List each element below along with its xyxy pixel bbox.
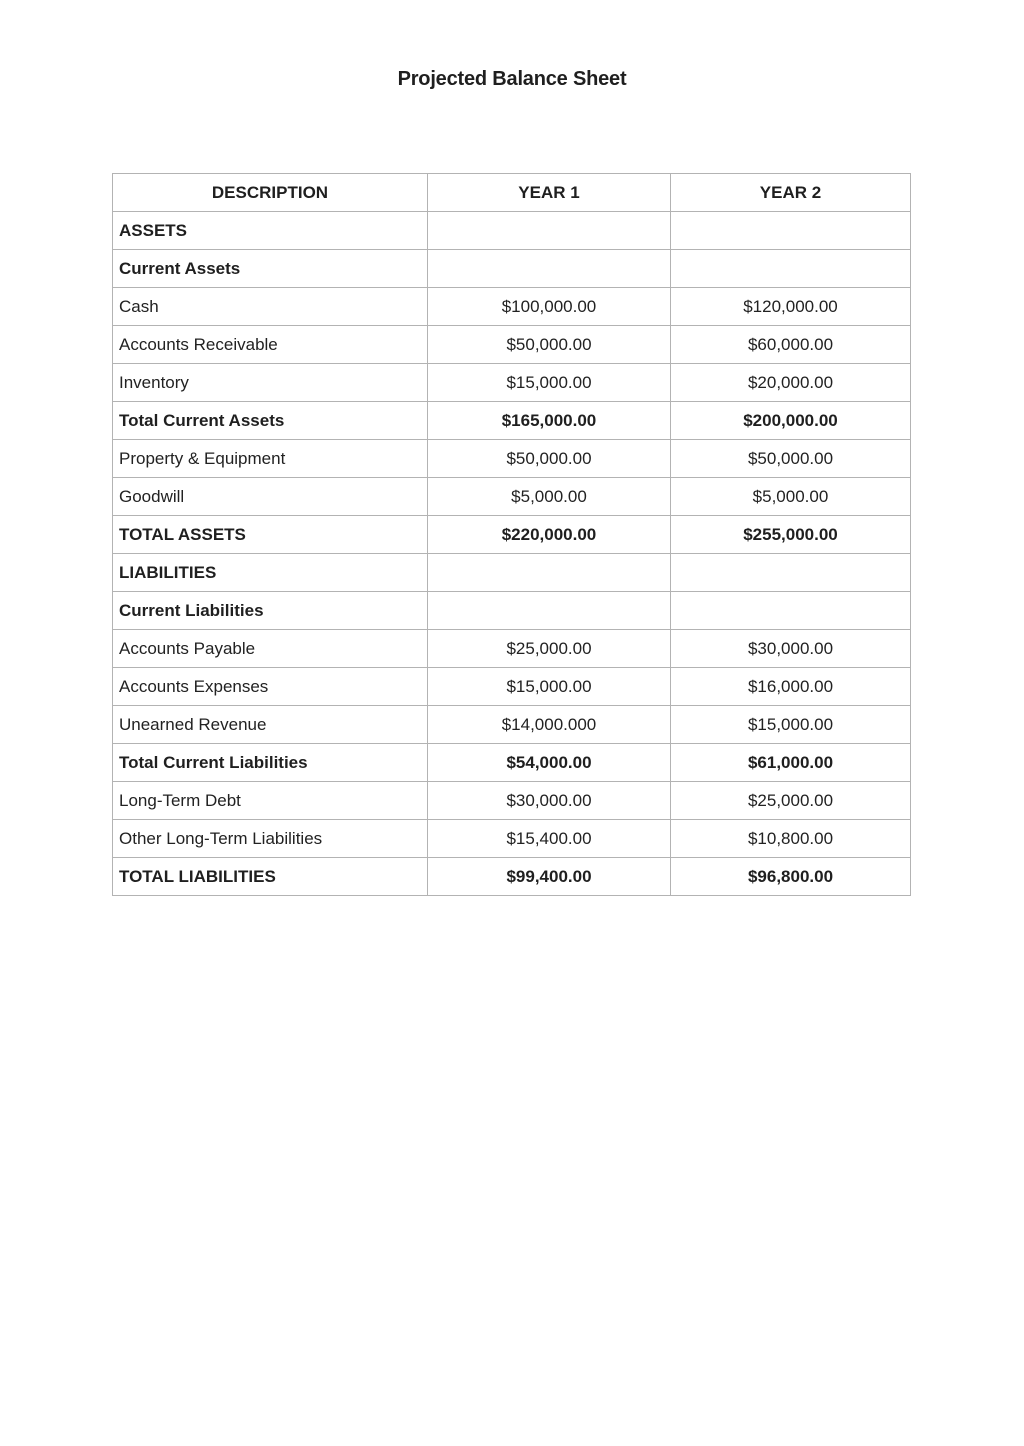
row-label: Accounts Receivable bbox=[113, 326, 428, 364]
year-2-value bbox=[671, 212, 911, 250]
column-header-year-2: YEAR 2 bbox=[671, 174, 911, 212]
year-1-value bbox=[428, 554, 671, 592]
table-row bbox=[113, 402, 911, 440]
year-1-value bbox=[428, 212, 671, 250]
table-row bbox=[113, 326, 911, 364]
table-row bbox=[113, 592, 911, 630]
year-1-value: $30,000.00 bbox=[428, 782, 671, 820]
year-2-value: $50,000.00 bbox=[671, 440, 911, 478]
row-label: Cash bbox=[113, 288, 428, 326]
row-label: Long-Term Debt bbox=[113, 782, 428, 820]
table-row bbox=[113, 858, 911, 896]
year-2-value: $60,000.00 bbox=[671, 326, 911, 364]
year-2-value: $255,000.00 bbox=[671, 516, 911, 554]
column-header-year-1: YEAR 1 bbox=[428, 174, 671, 212]
year-1-value: $14,000.000 bbox=[428, 706, 671, 744]
table-row bbox=[113, 440, 911, 478]
year-2-value: $200,000.00 bbox=[671, 402, 911, 440]
year-2-value bbox=[671, 250, 911, 288]
year-1-value: $54,000.00 bbox=[428, 744, 671, 782]
year-2-value: $5,000.00 bbox=[671, 478, 911, 516]
row-label: Unearned Revenue bbox=[113, 706, 428, 744]
year-1-value: $5,000.00 bbox=[428, 478, 671, 516]
table-row bbox=[113, 516, 911, 554]
table-row bbox=[113, 820, 911, 858]
year-2-value: $25,000.00 bbox=[671, 782, 911, 820]
year-1-value bbox=[428, 250, 671, 288]
page-title: Projected Balance Sheet bbox=[397, 68, 627, 90]
table-row bbox=[113, 668, 911, 706]
table-row bbox=[113, 554, 911, 592]
table-row bbox=[113, 288, 911, 326]
table-row bbox=[113, 364, 911, 402]
year-1-value: $220,000.00 bbox=[428, 516, 671, 554]
year-2-value bbox=[671, 554, 911, 592]
table-header-row bbox=[113, 174, 911, 212]
year-2-value bbox=[671, 592, 911, 630]
row-label: Total Current Assets bbox=[113, 402, 428, 440]
year-1-value: $165,000.00 bbox=[428, 402, 671, 440]
row-label: ASSETS bbox=[113, 212, 428, 250]
row-label: Goodwill bbox=[113, 478, 428, 516]
year-1-value: $15,000.00 bbox=[428, 364, 671, 402]
year-1-value: $50,000.00 bbox=[428, 440, 671, 478]
row-label: LIABILITIES bbox=[113, 554, 428, 592]
year-2-value: $120,000.00 bbox=[671, 288, 911, 326]
year-2-value: $16,000.00 bbox=[671, 668, 911, 706]
year-2-value: $96,800.00 bbox=[671, 858, 911, 896]
table-row bbox=[113, 744, 911, 782]
row-label: TOTAL LIABILITIES bbox=[113, 858, 428, 896]
year-1-value: $100,000.00 bbox=[428, 288, 671, 326]
year-1-value bbox=[428, 592, 671, 630]
row-label: Property & Equipment bbox=[113, 440, 428, 478]
column-header-description: DESCRIPTION bbox=[113, 174, 428, 212]
balance-sheet-table bbox=[112, 173, 911, 896]
table-row bbox=[113, 478, 911, 516]
year-2-value: $10,800.00 bbox=[671, 820, 911, 858]
row-label: TOTAL ASSETS bbox=[113, 516, 428, 554]
row-label: Total Current Liabilities bbox=[113, 744, 428, 782]
year-1-value: $15,400.00 bbox=[428, 820, 671, 858]
year-2-value: $20,000.00 bbox=[671, 364, 911, 402]
year-2-value: $30,000.00 bbox=[671, 630, 911, 668]
year-1-value: $50,000.00 bbox=[428, 326, 671, 364]
row-label: Current Assets bbox=[113, 250, 428, 288]
row-label: Inventory bbox=[113, 364, 428, 402]
row-label: Current Liabilities bbox=[113, 592, 428, 630]
table-row bbox=[113, 250, 911, 288]
row-label: Other Long-Term Liabilities bbox=[113, 820, 428, 858]
year-1-value: $25,000.00 bbox=[428, 630, 671, 668]
table-row bbox=[113, 630, 911, 668]
table-body bbox=[113, 212, 911, 896]
year-1-value: $99,400.00 bbox=[428, 858, 671, 896]
row-label: Accounts Payable bbox=[113, 630, 428, 668]
table-row bbox=[113, 782, 911, 820]
row-label: Accounts Expenses bbox=[113, 668, 428, 706]
year-2-value: $61,000.00 bbox=[671, 744, 911, 782]
year-1-value: $15,000.00 bbox=[428, 668, 671, 706]
year-2-value: $15,000.00 bbox=[671, 706, 911, 744]
table-row bbox=[113, 706, 911, 744]
table-row bbox=[113, 212, 911, 250]
